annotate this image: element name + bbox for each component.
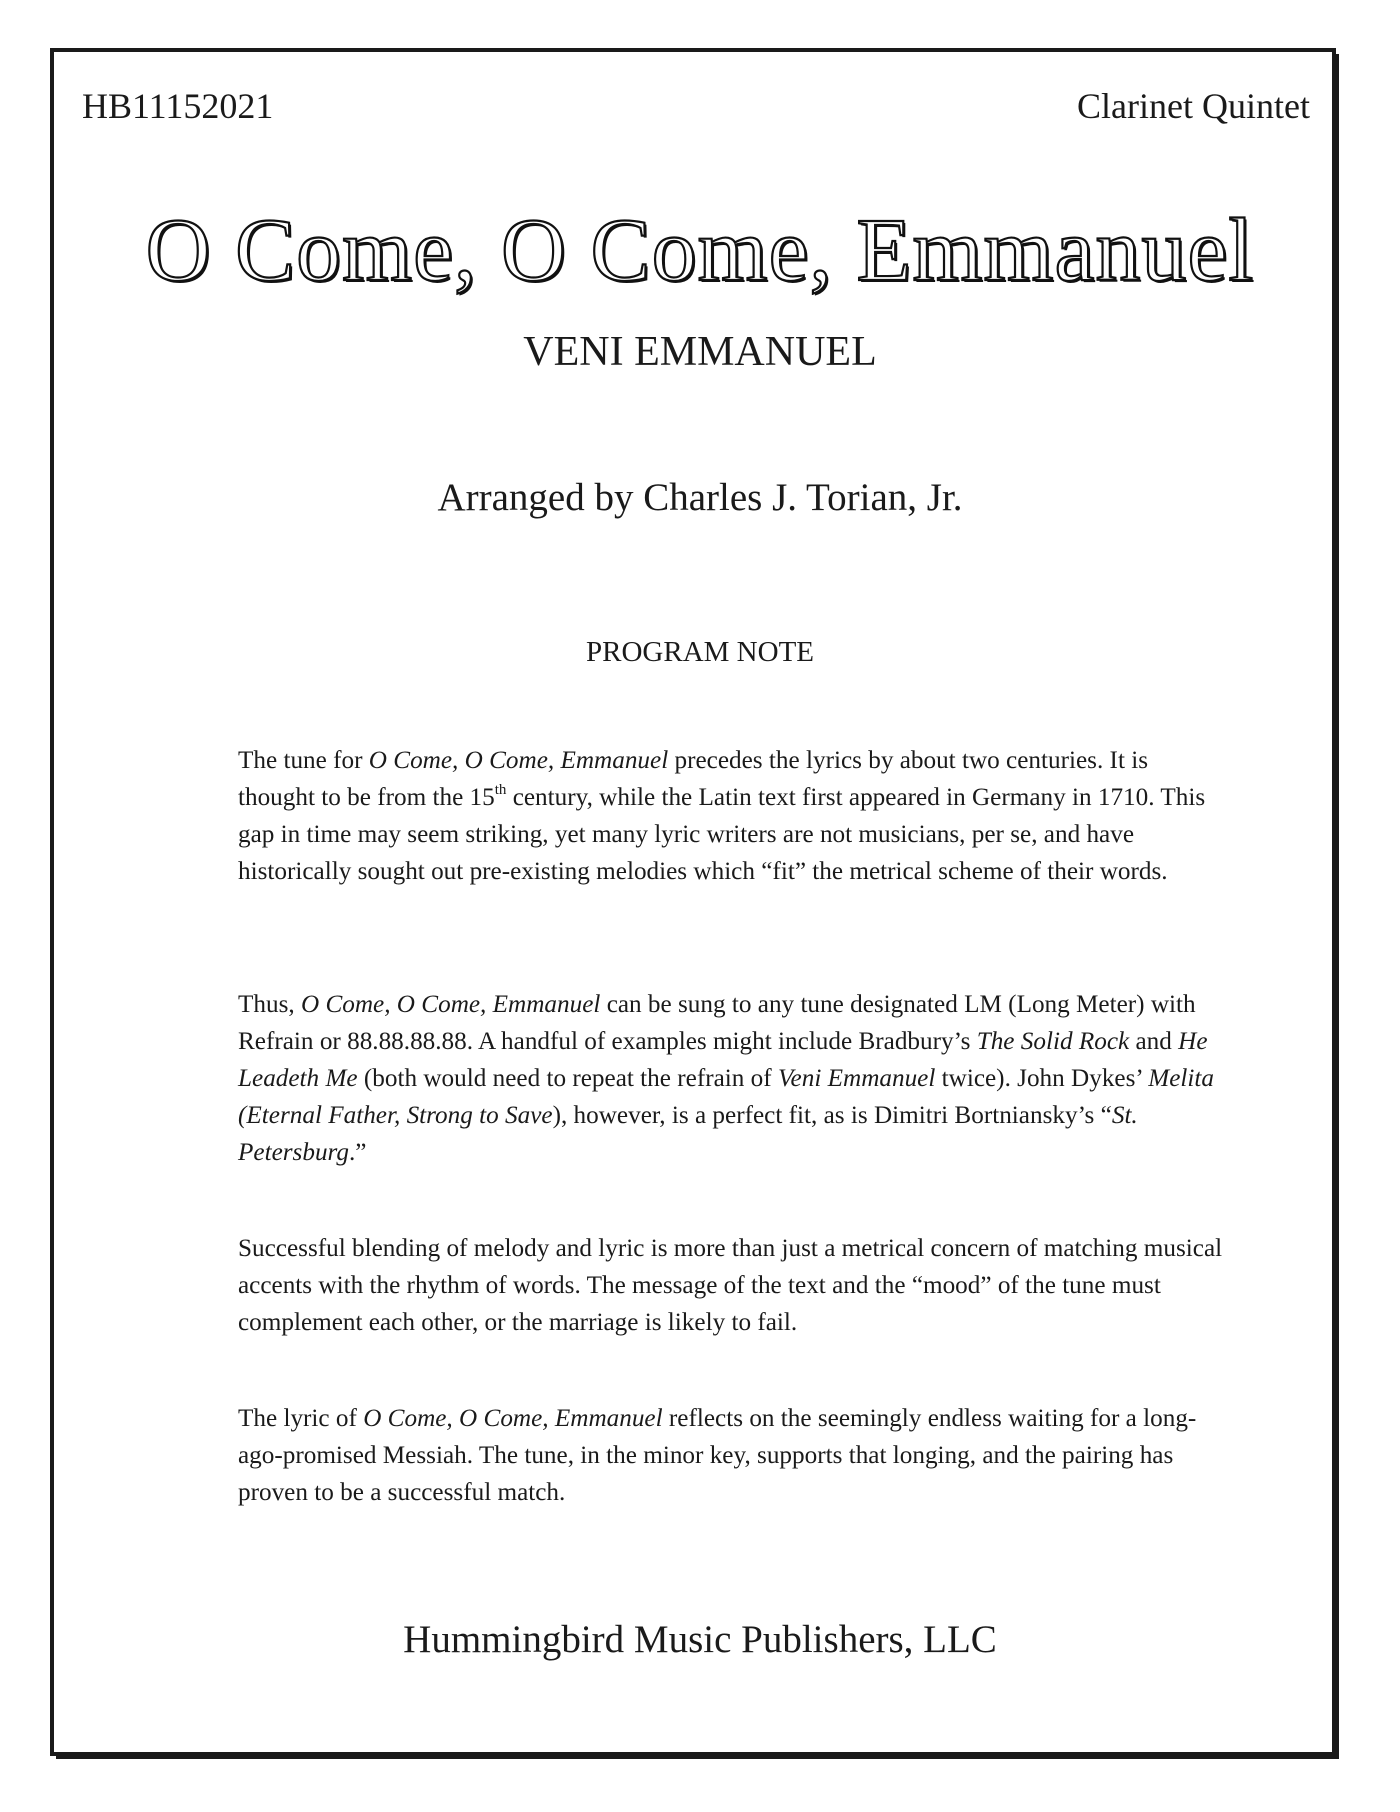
text-run: precedes the lyrics by about two centuries. It is thought to be from the 15 [238, 747, 1149, 811]
italic-title: O Come, O Come, Emmanuel [300, 991, 601, 1018]
piece-title: O Come, O Come, Emmanuel [145, 201, 1255, 300]
superscript: th [494, 782, 507, 798]
page-border-shadow-right [1336, 54, 1339, 1759]
text-run: The tune for [238, 747, 369, 774]
text-run: ), however, is a perfect fit, as is Dimitri Bortniansky’s “ [552, 1102, 1112, 1129]
italic-title: Veni Emmanuel [777, 1065, 936, 1092]
program-note-paragraph-4 [238, 1400, 1228, 1511]
text-run: and [1129, 1028, 1179, 1055]
text-run: twice). John Dykes’ [935, 1065, 1149, 1092]
italic-title: O Come, O Come, Emmanuel [363, 1405, 663, 1432]
publisher-name: Hummingbird Music Publishers, LLC [403, 1618, 997, 1661]
catalog-number: HB11152021 [82, 86, 274, 126]
tune-name: VENI EMMANUEL [523, 329, 877, 375]
italic-title: St. Petersburg [238, 1102, 1138, 1166]
program-note-paragraph-2 [238, 986, 1228, 1171]
text-run: The lyric of [238, 1405, 364, 1432]
text-run: Thus, [238, 991, 301, 1018]
italic-title: Melita (Eternal Father, Strong to Save [238, 1065, 1214, 1129]
italic-title: He Leadeth Me [238, 1028, 1208, 1092]
text-run: .” [349, 1139, 367, 1166]
page-border-shadow-bottom [56, 1756, 1339, 1759]
text-run: (both would need to repeat the refrain of [357, 1065, 778, 1092]
ensemble-label: Clarinet Quintet [1077, 86, 1310, 126]
text-run: can be sung to any tune designated LM (Long Meter) with Refrain or 88.88.88.88. A handful of examples might include Bradbury’s [238, 991, 1196, 1055]
arranger-credit: Arranged by Charles J. Torian, Jr. [437, 476, 963, 519]
italic-title: The Solid Rock [976, 1028, 1130, 1055]
text-run: century, while the Latin text first appeared in Germany in 1710. This gap in time may seem striking, yet many lyric writers are not musicians, per se, and have historically sought out pre-existing melodies which “fit” the metrical scheme of their words. [238, 784, 1206, 885]
italic-title: O Come, O Come, Emmanuel [368, 747, 669, 774]
program-note-heading: PROGRAM NOTE [586, 636, 814, 668]
text-run: reflects on the seemingly endless waiting for a long-ago-promised Messiah. The tune, in the minor key, supports that longing, and the pairing has proven to be a successful match. [238, 1405, 1197, 1506]
program-note-paragraph-1 [238, 742, 1228, 890]
program-note-paragraph-3: Successful blending of melody and lyric is more than just a metrical concern of matching musical accents with the rhythm of words. The message of the text and the “mood” of the tune must complement each other, or the marriage is likely to fail. [238, 1235, 1223, 1336]
